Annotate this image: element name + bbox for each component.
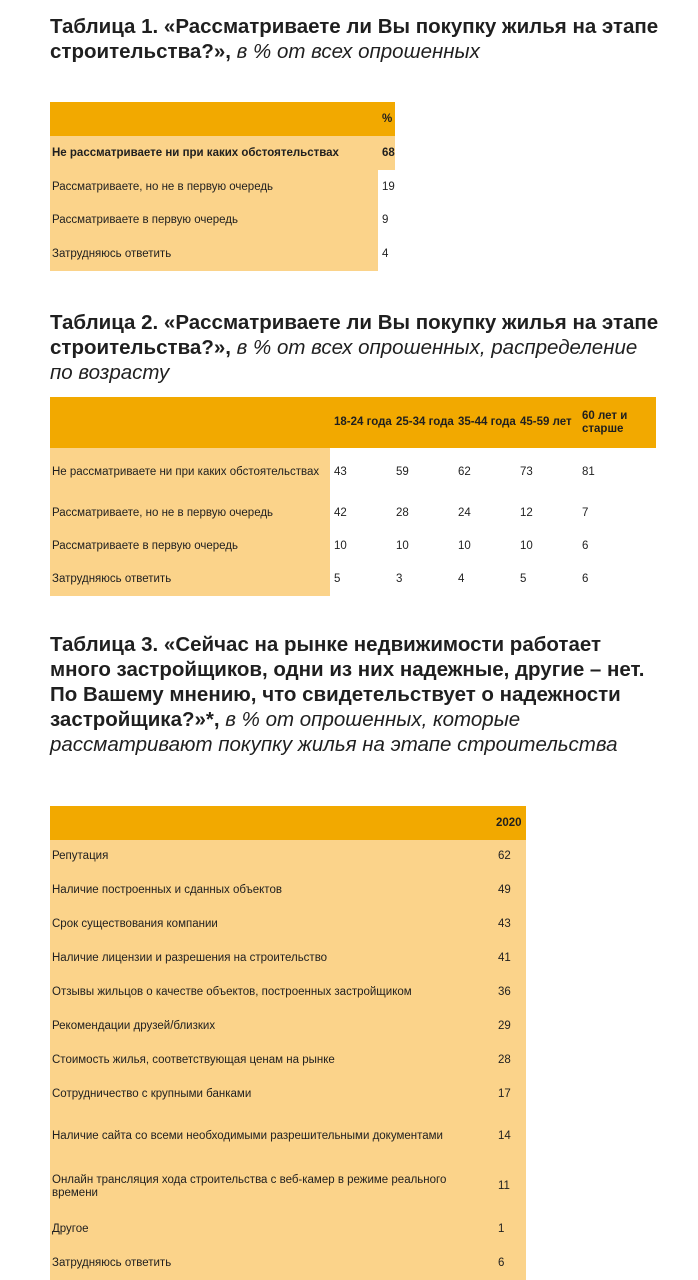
table2-cell: 81 [578, 448, 656, 497]
table2-header-blank [50, 397, 330, 448]
table2-cell: 43 [330, 448, 392, 497]
table1-title [50, 14, 670, 64]
table-row [50, 1111, 526, 1161]
table3-row-value: 49 [494, 873, 526, 907]
table2-cell: 6 [578, 563, 656, 596]
table3 [50, 806, 526, 1280]
table3-row-value: 28 [494, 1043, 526, 1077]
table-row [50, 975, 526, 1009]
table3-row-value: 17 [494, 1077, 526, 1111]
table2-header-col: 25-34 года [392, 397, 454, 448]
table3-row-label: Сотрудничество с крупными банками [50, 1077, 494, 1111]
table3-row-label: Наличие лицензии и разрешения на строительство [50, 941, 494, 975]
table-row [50, 1043, 526, 1077]
table2 [50, 397, 656, 596]
table3-row-value: 11 [494, 1161, 526, 1212]
table2-cell: 6 [578, 530, 656, 563]
table3-row-label: Срок существования компании [50, 907, 494, 941]
table2-title [50, 310, 660, 385]
table1-row-value: 9 [378, 204, 395, 237]
table3-row-value: 41 [494, 941, 526, 975]
table2-cell: 73 [516, 448, 578, 497]
table2-title-bold: Таблица 2. «Рассматриваете ли Вы покупку жилья на этапе строительства?», [50, 311, 659, 359]
table1-row-value: 4 [378, 237, 395, 271]
table-row [50, 873, 526, 907]
table2-cell: 10 [392, 530, 454, 563]
table1-header-percent: % [378, 102, 395, 136]
table3-row-label: Затрудняюсь ответить [50, 1246, 494, 1280]
table2-header-col: 60 лет и старше [578, 397, 656, 448]
table3-title [50, 632, 662, 757]
table3-row-label: Репутация [50, 840, 494, 873]
table-row [50, 1212, 526, 1246]
table2-cell: 24 [454, 497, 516, 530]
table2-cell: 7 [578, 497, 656, 530]
table-row [50, 907, 526, 941]
table1-row-label: Рассматриваете в первую очередь [50, 204, 378, 237]
table-row [50, 237, 395, 271]
table3-row-value: 1 [494, 1212, 526, 1246]
table2-cell: 3 [392, 563, 454, 596]
table1-row-value: 19 [378, 170, 395, 204]
table2-cell: 10 [516, 530, 578, 563]
table1-row-label: Рассматриваете, но не в первую очередь [50, 170, 378, 204]
table-row [50, 204, 395, 237]
table2-cell: 4 [454, 563, 516, 596]
table3-row-label: Другое [50, 1212, 494, 1246]
table3-row-label: Онлайн трансляция хода строительства с веб-камер в режиме реального времени [50, 1161, 494, 1212]
table1-header-blank [50, 102, 378, 136]
table2-cell: 5 [330, 563, 392, 596]
table3-row-label: Наличие сайта со всеми необходимыми разрешительными документами [50, 1111, 494, 1161]
table3-row-value: 14 [494, 1111, 526, 1161]
table-row [50, 497, 656, 530]
table-row [50, 1246, 526, 1280]
table3-row-value: 6 [494, 1246, 526, 1280]
table3-row-label: Отзывы жильцов о качестве объектов, построенных застройщиком [50, 975, 494, 1009]
table-row [50, 941, 526, 975]
table3-header-blank [50, 806, 494, 840]
table3-row-value: 62 [494, 840, 526, 873]
table3-row-value: 29 [494, 1009, 526, 1043]
table-row [50, 840, 526, 873]
table-row [50, 1077, 526, 1111]
table3-header-year: 2020 [494, 806, 526, 840]
table2-title-italic: в % от всех опрошенных, распределение по возрасту [50, 336, 638, 384]
table3-row-label: Наличие построенных и сданных объектов [50, 873, 494, 907]
table3-row-label: Рекомендации друзей/близких [50, 1009, 494, 1043]
table-row [50, 1009, 526, 1043]
table2-header-col: 35-44 года [454, 397, 516, 448]
table1-row-value: 68 [378, 136, 395, 170]
table2-row-label: Не рассматриваете ни при каких обстоятельствах [50, 448, 330, 497]
table2-cell: 42 [330, 497, 392, 530]
table2-cell: 10 [454, 530, 516, 563]
table-row [50, 530, 656, 563]
table-row [50, 448, 656, 497]
table-row [50, 1161, 526, 1212]
table2-row-label: Затрудняюсь ответить [50, 563, 330, 596]
table2-header-col: 18-24 года [330, 397, 392, 448]
table3-row-label: Стоимость жилья, соответствующая ценам на рынке [50, 1043, 494, 1077]
table2-row-label: Рассматриваете в первую очередь [50, 530, 330, 563]
table2-cell: 12 [516, 497, 578, 530]
table-row [50, 136, 395, 170]
table-row [50, 563, 656, 596]
table2-cell: 10 [330, 530, 392, 563]
table3-row-value: 36 [494, 975, 526, 1009]
table2-cell: 59 [392, 448, 454, 497]
table3-title-bold: Таблица 3. «Сейчас на рынке недвижимости работает много застройщиков, одни из них надежные, другие – нет. По Вашему мнению, что свидетельствует о надежности застройщика?»*, [50, 633, 645, 731]
table2-header-col: 45-59 лет [516, 397, 578, 448]
table2-cell: 5 [516, 563, 578, 596]
table2-cell: 62 [454, 448, 516, 497]
table1-title-italic: в % от всех опрошенных [236, 40, 480, 63]
table1 [50, 102, 395, 271]
table1-title-bold: Таблица 1. «Рассматриваете ли Вы покупку жилья на этапе строительства?», [50, 15, 659, 63]
table2-cell: 28 [392, 497, 454, 530]
table-row [50, 170, 395, 204]
table1-row-label: Затрудняюсь ответить [50, 237, 378, 271]
table3-row-value: 43 [494, 907, 526, 941]
table3-title-italic: в % от опрошенных, которые рассматривают покупку жилья на этапе строительства [50, 708, 618, 756]
table1-row-label: Не рассматриваете ни при каких обстоятельствах [50, 136, 378, 170]
table2-row-label: Рассматриваете, но не в первую очередь [50, 497, 330, 530]
